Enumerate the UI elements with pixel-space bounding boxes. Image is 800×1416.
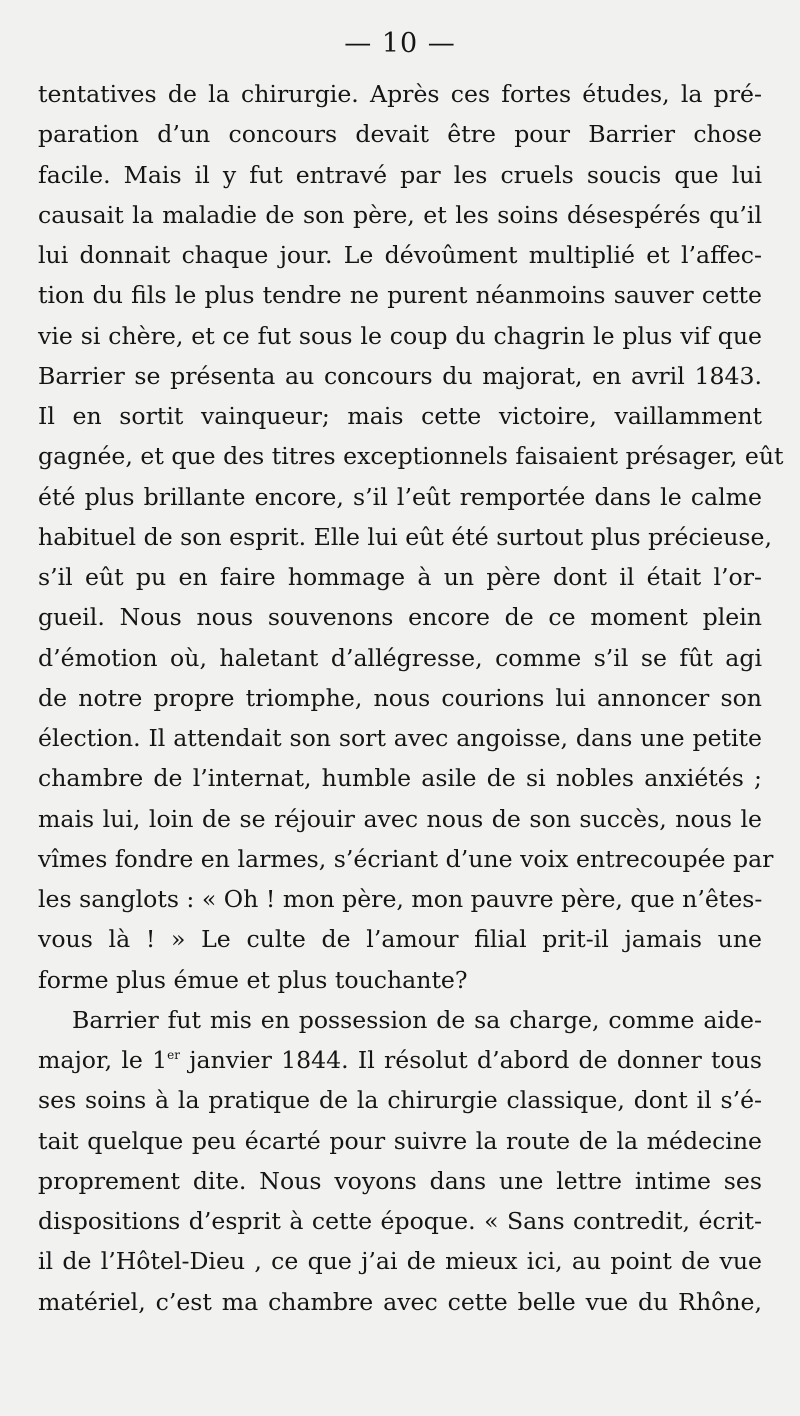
paragraph-1: [38, 74, 784, 1000]
page-number: — 10 —: [344, 28, 456, 59]
text-line: matériel, c’est ma chambre avec cette belle vue du Rhône,: [38, 1287, 762, 1316]
text-line: les sanglots : « Oh ! mon père, mon pauvre père, que n’êtes-: [38, 885, 763, 913]
text-line: facile. Mais il y fut entravé par les cruels soucis que lui: [38, 160, 762, 189]
text-line: il de l’Hôtel-Dieu , ce que j’ai de mieux ici, au point de vue: [38, 1247, 762, 1276]
body-text: [38, 74, 784, 1322]
text-line: mais lui, loin de se réjouir avec nous de son succès, nous le: [38, 804, 762, 833]
text-line: Barrier se présenta au concours du majorat, en avril 1843.: [38, 361, 762, 390]
paragraph-2: [38, 1000, 762, 1322]
text-line: été plus brillante encore, s’il l’eût remportée dans le calme: [38, 482, 762, 511]
text-line: vîmes fondre en larmes, s’écriant d’une voix entrecoupée par: [38, 844, 774, 873]
text-line: proprement dite. Nous voyons dans une lettre intime ses: [38, 1166, 762, 1195]
line-end: janvier 1844. Il résolut d’abord de donner tous: [179, 1046, 763, 1074]
text-line: lui donnait chaque jour. Le dévoûment multiplié et l’affec-: [38, 241, 762, 269]
text-line: Il en sortit vainqueur; mais cette victoire, vaillamment: [38, 402, 762, 430]
text-line: d’émotion où, haletant d’allégresse, comme s’il se fût agi: [38, 643, 762, 672]
text-line: gagnée, et que des titres exceptionnels faisaient présager, eût: [38, 442, 784, 471]
superscript: er: [167, 1048, 180, 1062]
text-line: chambre de l’internat, humble asile de si nobles anxiétés ;: [38, 764, 762, 793]
text-line: vie si chère, et ce fut sous le coup du chagrin le plus vif que: [38, 321, 762, 350]
text-line: vous là ! » Le culte de l’amour filial prit-il jamais une: [38, 925, 762, 954]
text-line: dispositions d’esprit à cette époque. « Sans contredit, écrit-: [38, 1207, 762, 1235]
line-start: major, le 1: [38, 1046, 168, 1074]
text-line: [38, 1040, 762, 1080]
text-line: de notre propre triomphe, nous courions lui annoncer son: [38, 683, 762, 712]
text-line: gueil. Nous nous souvenons encore de ce moment plein: [38, 603, 762, 632]
text-line: s’il eût pu en faire hommage à un père dont il était l’or-: [38, 563, 762, 591]
text-line: ses soins à la pratique de la chirurgie classique, dont il s’é-: [38, 1086, 762, 1115]
text-line: tentatives de la chirurgie. Après ces fortes études, la pré-: [38, 80, 762, 108]
text-line: habituel de son esprit. Elle lui eût été surtout plus précieuse,: [38, 522, 772, 551]
text-line: élection. Il attendait son sort avec angoisse, dans une petite: [38, 724, 762, 752]
text-line: forme plus émue et plus touchante?: [38, 965, 468, 994]
text-line: Barrier fut mis en possession de sa charge, comme aide-: [72, 1005, 762, 1034]
text-line: tait quelque peu écarté pour suivre la route de la médecine: [38, 1126, 762, 1155]
text-line: paration d’un concours devait être pour Barrier chose: [38, 120, 762, 149]
text-line: tion du fils le plus tendre ne purent néanmoins sauver cette: [38, 281, 762, 310]
text-line: causait la maladie de son père, et les soins désespérés qu’il: [38, 200, 762, 229]
